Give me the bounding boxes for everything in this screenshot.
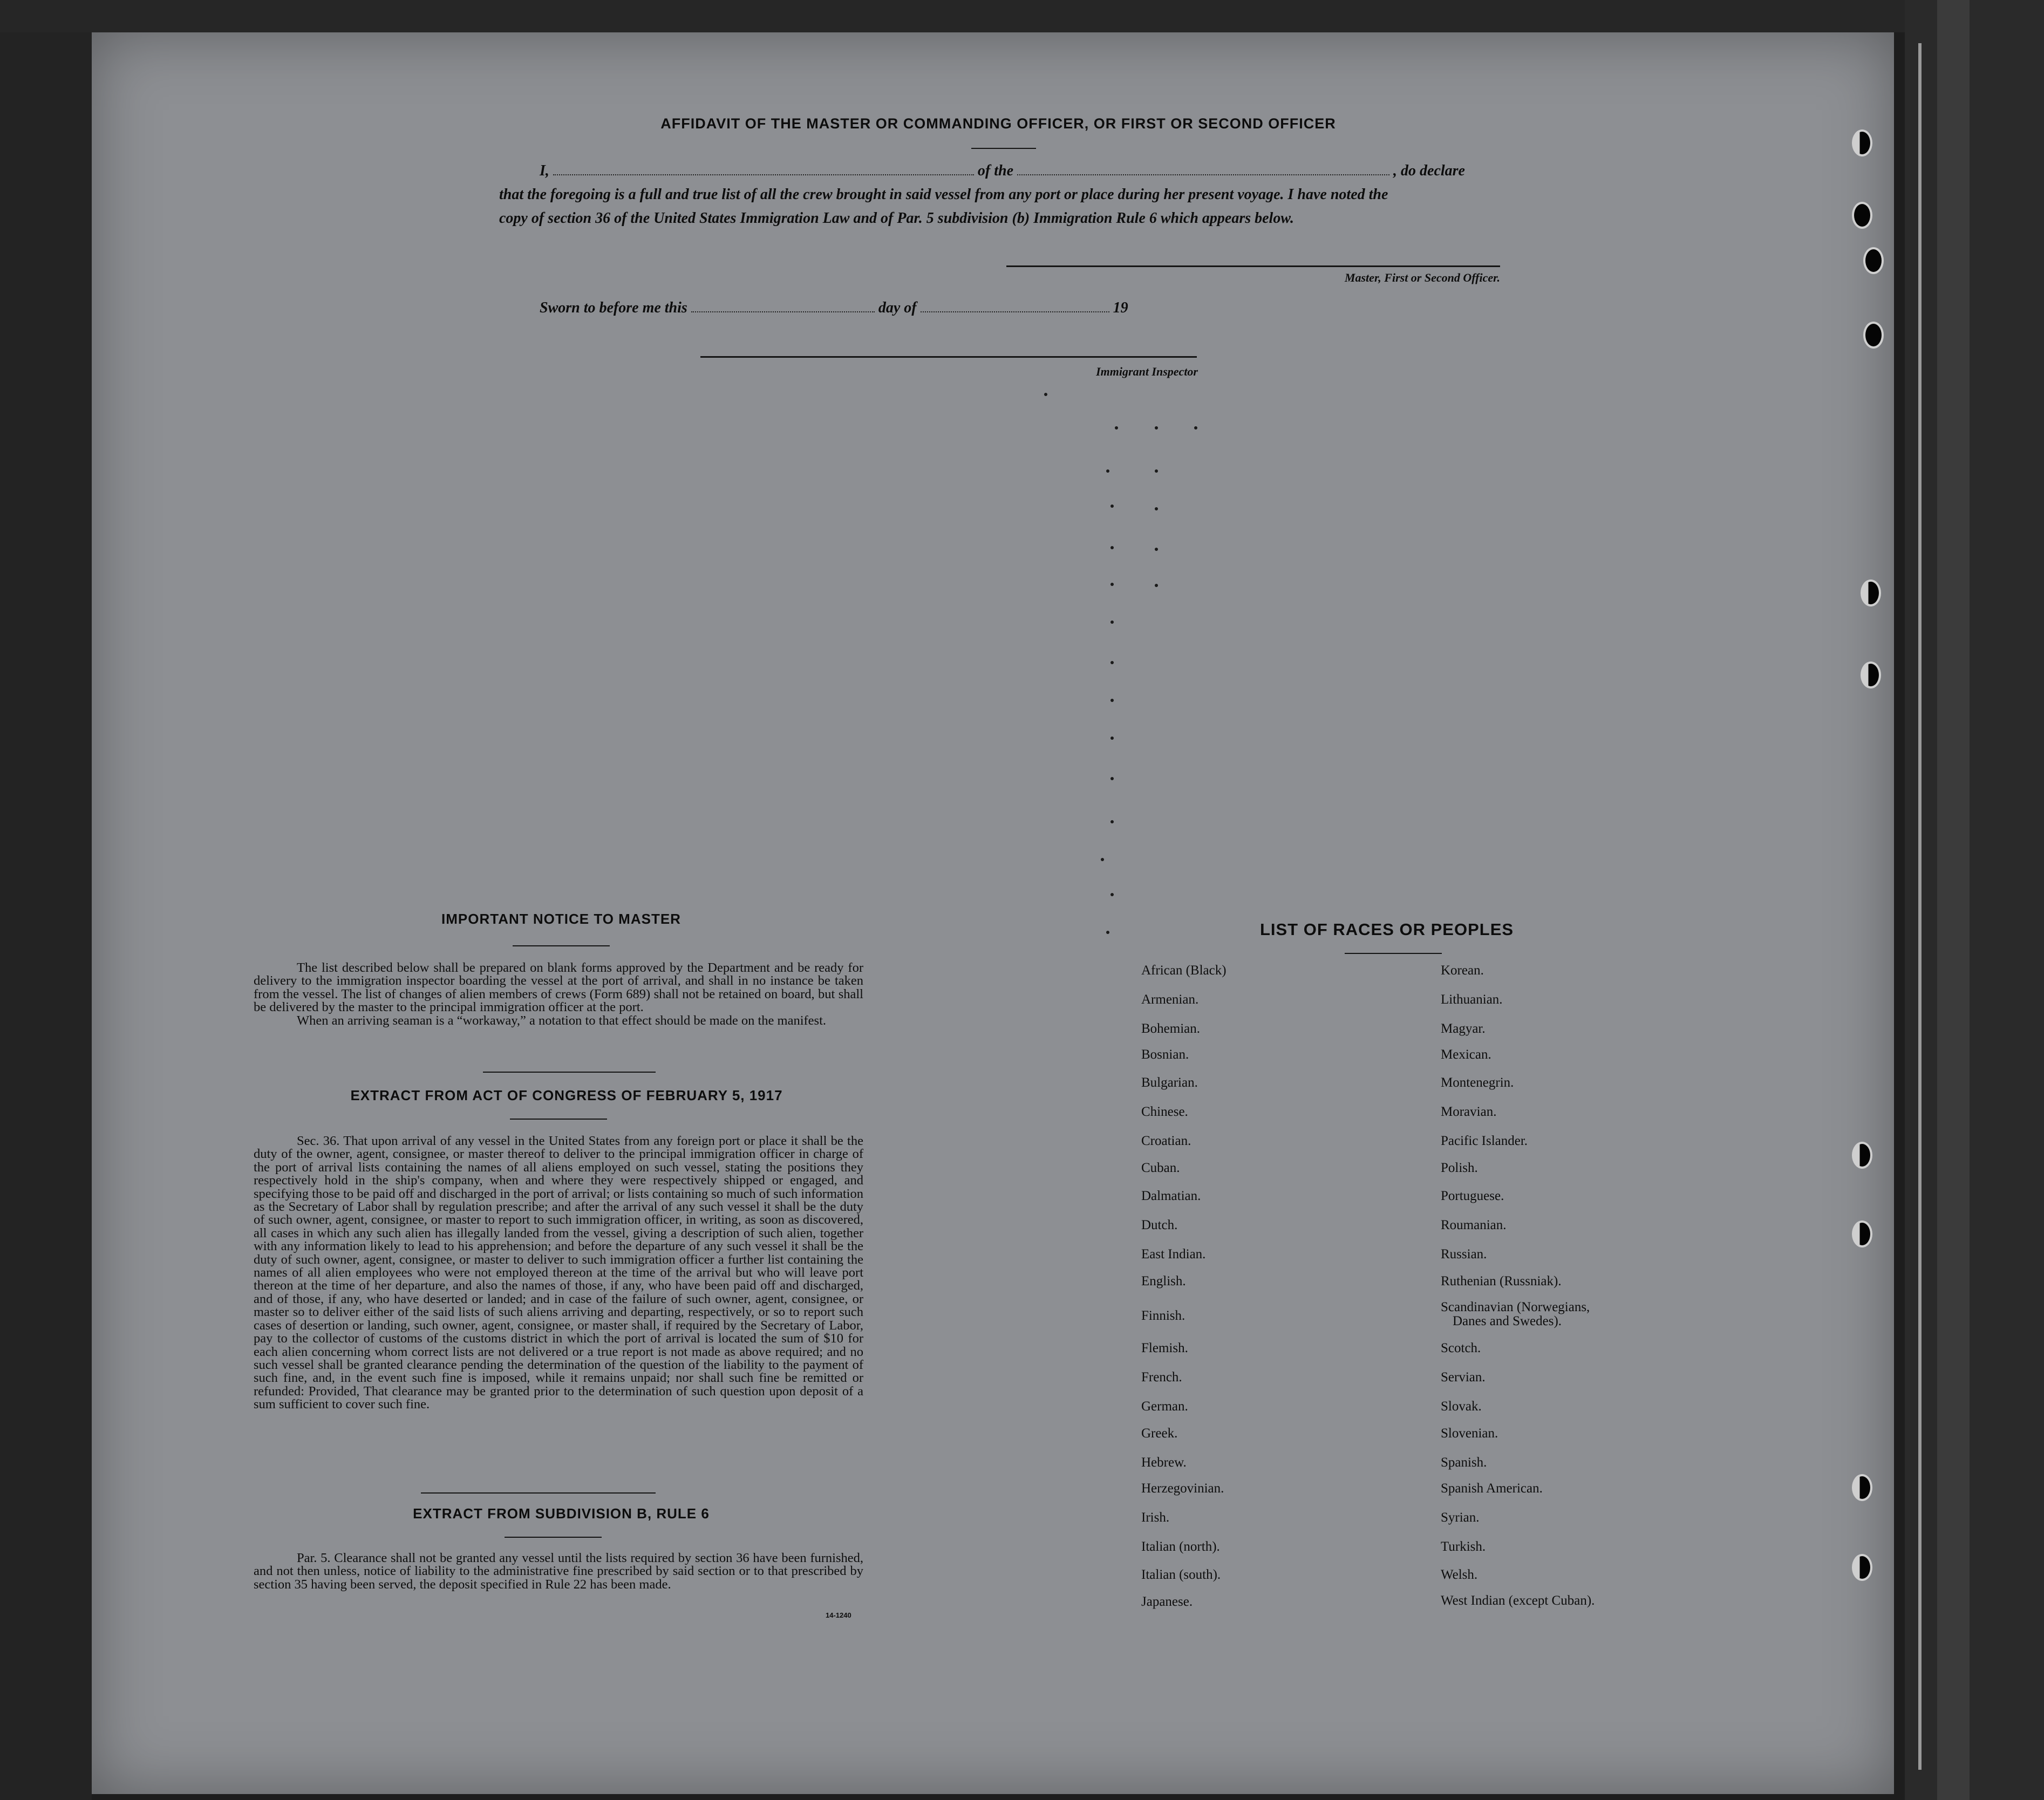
rule-title: EXTRACT FROM SUBDIVISION B, RULE 6 [413, 1505, 710, 1522]
races-title-rule [1345, 953, 1442, 954]
rule-title-rule [505, 1537, 602, 1538]
race-item: Danes and Swedes). [1453, 1314, 1562, 1328]
notice-title-rule [513, 945, 610, 946]
races-left-column [1141, 963, 1465, 1621]
race-item: Chinese. [1141, 1104, 1188, 1119]
race-item: Moravian. [1441, 1104, 1497, 1119]
sworn-year: 19 [1113, 299, 1128, 316]
race-item: Mexican. [1441, 1047, 1491, 1062]
race-item: Spanish American. [1441, 1481, 1543, 1496]
bleed-dot [1110, 699, 1114, 702]
form-number: 14-1240 [826, 1611, 851, 1619]
punch-hole [1863, 247, 1884, 274]
bleed-dot [1155, 426, 1158, 429]
bleed-dot [1044, 393, 1047, 396]
punch-hole [1852, 129, 1872, 156]
bleed-dot [1101, 858, 1104, 861]
act-title: EXTRACT FROM ACT OF CONGRESS OF FEBRUARY 5, 1917 [350, 1087, 783, 1103]
rule-paragraph-5: Par. 5. Clearance shall not be granted any vessel until the lists required by section 36 have been furnished, and not then unless, notice of liability to the administrative fine prescribed by said section or to that prescribed by section 35 having been served, the deposit specified in Rule 22 has been made. [254, 1551, 863, 1592]
rule-text [254, 1552, 863, 1591]
bleed-dot [1155, 584, 1158, 587]
affidavit-of-the-label: of the [977, 162, 1014, 179]
race-item: Herzegovinian. [1141, 1481, 1224, 1496]
race-item: Scotch. [1441, 1341, 1481, 1355]
race-item: Bohemian. [1141, 1021, 1201, 1036]
act-top-rule [483, 1072, 656, 1073]
race-item: Dalmatian. [1141, 1189, 1201, 1203]
race-item: Syrian. [1441, 1510, 1480, 1525]
scan-border-right [1905, 0, 2044, 1800]
act-text [254, 1135, 863, 1412]
races-title: LIST OF RACES OR PEOPLES [1259, 920, 1514, 939]
bleed-dot [1155, 507, 1158, 510]
race-item: Finnish. [1141, 1308, 1185, 1323]
affidavit-declare-label: , do declare [1393, 162, 1465, 179]
notice-paragraph-1: The list described below shall be prepared on blank forms approved by the Department and be ready for delivery to the immigration inspector boarding the vessel at the port of arrival, and shall in no instance be taken from the vessel. The list of changes of alien members of crews (Form 689) shall not be retained on board, but shall be delivered by the master to the principal immigration officer at the port. [254, 960, 863, 1015]
sworn-prefix: Sworn to before me this [540, 299, 687, 316]
bleed-dot [1110, 661, 1114, 664]
affidavit-i-label: I, [540, 162, 549, 179]
race-item: English. [1141, 1274, 1186, 1288]
notice-text [254, 962, 863, 1027]
sworn-line [540, 297, 1241, 319]
race-item: Korean. [1441, 963, 1484, 978]
affidavit-line-1 [540, 160, 1511, 182]
race-item: Scandinavian (Norwegians, [1441, 1300, 1590, 1314]
sworn-month-field[interactable] [921, 297, 1109, 312]
affidavit-name-field[interactable] [553, 160, 974, 175]
race-item: German. [1141, 1399, 1188, 1414]
race-item: Portuguese. [1441, 1189, 1504, 1203]
bleed-dot [1110, 893, 1114, 896]
sheet-edge [1918, 43, 1922, 1770]
affidavit-title: AFFIDAVIT OF THE MASTER OR COMMANDING OFFICER, OR FIRST OR SECOND OFFICER [660, 115, 1336, 132]
race-item: Spanish. [1441, 1455, 1487, 1470]
race-item: African (Black) [1141, 963, 1227, 978]
bleed-dot [1110, 504, 1114, 508]
affidavit-vessel-field[interactable] [1017, 160, 1389, 175]
act-section-36: Sec. 36. That upon arrival of any vessel in the United States from any foreign port or place it shall be the duty of the owner, agent, consignee, or master thereof to deliver to the principal immigration officer in charge of the port of arrival lists containing the names of all aliens employed on such vessel, stating the positions they respectively hold in the ship's company, when and where they were respectively shipped or engaged, and specifying those to be paid off and discharged in the port of arrival; or lists containing so much of such information as the Secretary of Labor shall by regulation prescribe; and after the arrival of any such vessel it shall be the duty of such owner, agent, consignee, or master to report to such immigration officer, in writing, as soon as discovered, all cases in which any such alien has illegally landed from the vessel, giving a description of such alien, together with any information likely to lead to his apprehension; and before the departure of any such vessel it shall be the duty of such owner, agent, consignee, or master to deliver to such immigration officer a further list containing the names of all alien employees who were not employed thereon at the time of the arrival but who will leave port thereon at the time of her departure, and also the names of those, if any, who have been paid off and discharged, and of those, if any, who have deserted or landed; and in case of the failure of such owner, agent, consignee, or master so to deliver either of the said lists of such aliens arriving and departing, respectively, or so to report such cases of desertion or landing, such owner, agent, consignee, or master shall, if required by the Secretary of Labor, pay to the collector of customs of the customs district in which the port of arrival is located the sum of $10 for each alien concerning whom correct lists are not delivered or a true report is not made as above required; and no such vessel shall be granted clearance pending the determination of the question of the liability to the payment of such fine, and, in the event such fine is imposed, while it remains unpaid; nor shall such fine be remitted or refunded: Provided, That clearance may be granted prior to the determination of such question upon deposit of a sum sufficient to cover such fine. [254, 1134, 863, 1412]
bleed-dot [1110, 621, 1114, 624]
race-item: Irish. [1141, 1510, 1170, 1525]
race-item: Flemish. [1141, 1341, 1188, 1355]
race-item: Greek. [1141, 1426, 1178, 1441]
bleed-dot [1115, 426, 1118, 429]
punch-hole [1852, 1221, 1872, 1247]
race-item: Japanese. [1141, 1594, 1193, 1609]
race-item: Dutch. [1141, 1218, 1178, 1232]
race-item: Hebrew. [1141, 1455, 1187, 1470]
punch-hole [1852, 1474, 1872, 1501]
scan-border-right-band [1937, 0, 1970, 1800]
race-item: French. [1141, 1370, 1182, 1385]
sworn-day-of: day of [878, 299, 917, 316]
bleed-dot [1155, 548, 1158, 551]
affidavit-line-3: copy of section 36 of the United States Immigration Law and of Par. 5 subdivision (b) Immigration Rule 6 which appears below. [499, 210, 1294, 227]
scan-border-top [0, 0, 2044, 32]
bleed-dot [1110, 546, 1114, 549]
races-right-column [1441, 963, 1791, 1621]
bleed-dot [1106, 469, 1109, 473]
bleed-dot [1110, 777, 1114, 780]
punch-hole [1863, 322, 1884, 349]
bleed-dot [1110, 583, 1114, 586]
scan-border-left [0, 0, 92, 1800]
bleed-dot [1110, 737, 1114, 740]
act-title-rule [510, 1119, 607, 1120]
punch-hole [1861, 579, 1881, 606]
notice-title: IMPORTANT NOTICE TO MASTER [441, 911, 681, 927]
race-item: Bulgarian. [1141, 1075, 1198, 1090]
signature-label: Master, First or Second Officer. [1344, 271, 1500, 284]
race-item: Ruthenian (Russniak). [1441, 1274, 1562, 1288]
affidavit-line-2: that the foregoing is a full and true list of all the crew brought in said vessel from any port or place during her present voyage. I have noted the [499, 186, 1388, 203]
race-item: Croatian. [1141, 1134, 1191, 1148]
race-item: Magyar. [1441, 1021, 1486, 1036]
race-item: Pacific Islander. [1441, 1134, 1528, 1148]
race-item: Russian. [1441, 1247, 1487, 1262]
race-item: Bosnian. [1141, 1047, 1189, 1062]
punch-hole [1852, 1142, 1872, 1169]
race-item: Servian. [1441, 1370, 1486, 1385]
bleed-dot [1106, 931, 1109, 934]
notice-paragraph-2: When an arriving seaman is a “workaway,” a notation to that effect should be made on the manifest. [297, 1013, 827, 1028]
signature-line[interactable] [1006, 265, 1500, 267]
race-item: Slovak. [1441, 1399, 1482, 1414]
sworn-date-field[interactable] [691, 297, 875, 312]
rule-top-rule [421, 1492, 656, 1494]
punch-hole [1852, 202, 1872, 229]
bleed-dot [1194, 426, 1197, 429]
race-item: Montenegrin. [1441, 1075, 1514, 1090]
race-item: Cuban. [1141, 1161, 1180, 1175]
race-item: East Indian. [1141, 1247, 1206, 1262]
bleed-dot [1155, 469, 1158, 473]
race-item: Italian (north). [1141, 1539, 1220, 1554]
affidavit-title-rule [971, 148, 1036, 149]
race-item: Welsh. [1441, 1567, 1478, 1582]
race-item: Slovenian. [1441, 1426, 1498, 1441]
inspector-signature-line[interactable] [700, 356, 1197, 358]
inspector-label: Immigrant Inspector [1096, 365, 1198, 378]
bleed-dot [1110, 820, 1114, 823]
race-item: Roumanian. [1441, 1218, 1507, 1232]
race-item: West Indian (except Cuban). [1441, 1593, 1595, 1608]
punch-hole [1861, 662, 1881, 688]
punch-hole [1852, 1554, 1872, 1581]
race-item: Italian (south). [1141, 1567, 1221, 1582]
race-item: Lithuanian. [1441, 992, 1503, 1007]
race-item: Polish. [1441, 1161, 1478, 1175]
race-item: Turkish. [1441, 1539, 1486, 1554]
race-item: Armenian. [1141, 992, 1199, 1007]
